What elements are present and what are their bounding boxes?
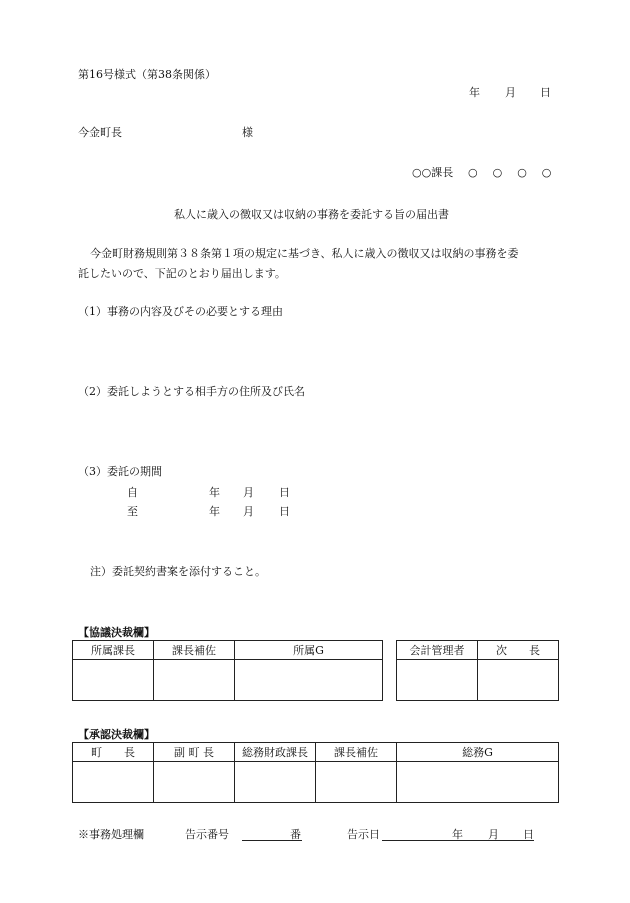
- table-gap: [383, 660, 397, 701]
- notice-date-label: 告示日: [347, 828, 380, 841]
- period-to-month: 月: [243, 505, 254, 518]
- date-year-label: 年: [469, 86, 480, 99]
- item-1: （1）事務の内容及びその必要とする理由: [78, 305, 283, 318]
- header-deputy-director: 次 長: [478, 641, 559, 660]
- signature-cell[interactable]: [73, 660, 154, 701]
- signature-cell[interactable]: [397, 762, 559, 803]
- period-to-label: 至: [127, 505, 138, 518]
- header-assistant-chief: 課長補佐: [154, 641, 235, 660]
- note-text: 注）委託契約書案を添付すること。: [90, 565, 266, 578]
- item-2: （2）委託しようとする相手方の住所及び氏名: [78, 385, 305, 398]
- applicant-name: ○ ○ ○ ○: [468, 166, 554, 179]
- notice-number-label: 告示番号: [185, 828, 229, 841]
- approval-table-title: 【承認決裁欄】: [78, 728, 155, 741]
- signature-cell[interactable]: [154, 660, 235, 701]
- addressee-name: 今金町長: [78, 126, 122, 139]
- date-month-label: 月: [505, 86, 516, 99]
- signature-cell[interactable]: [235, 660, 383, 701]
- form-number: 第16号様式（第38条関係）: [78, 68, 216, 81]
- signature-cell[interactable]: [397, 660, 478, 701]
- applicant-title: ○○課長: [412, 166, 454, 179]
- addressee-honorific: 様: [242, 126, 253, 139]
- header-department-chief: 所属課長: [73, 641, 154, 660]
- signature-cell[interactable]: [154, 762, 235, 803]
- header-general-affairs-chief: 総務財政課長: [235, 743, 316, 762]
- signature-cell[interactable]: [478, 660, 559, 701]
- notice-date-month: 月: [488, 828, 499, 841]
- signature-cell[interactable]: [316, 762, 397, 803]
- period-from-label: 自: [127, 486, 138, 499]
- table-gap: [383, 641, 397, 660]
- header-assistant-chief: 課長補佐: [316, 743, 397, 762]
- period-from-month: 月: [243, 486, 254, 499]
- header-general-affairs-group: 総務G: [397, 743, 559, 762]
- approval-table: [72, 742, 559, 803]
- notice-number-suffix: 番: [290, 828, 301, 841]
- notice-date-year: 年: [452, 828, 463, 841]
- body-text-line1: 今金町財務規則第３８条第１項の規定に基づき、私人に歳入の徴収又は収納の事務を委: [90, 247, 519, 260]
- signature-cell[interactable]: [73, 762, 154, 803]
- document-title: 私人に歳入の徴収又は収納の事務を委託する旨の届出書: [174, 208, 449, 221]
- period-to-day: 日: [279, 505, 290, 518]
- period-from-year: 年: [209, 486, 220, 499]
- notice-date-day: 日: [523, 828, 534, 841]
- header-deputy-mayor: 副 町 長: [154, 743, 235, 762]
- period-to-year: 年: [209, 505, 220, 518]
- date-day-label: 日: [540, 86, 551, 99]
- consultation-table: [72, 640, 559, 701]
- signature-cell[interactable]: [235, 762, 316, 803]
- consultation-table-title: 【協議決裁欄】: [78, 626, 155, 639]
- header-mayor: 町 長: [73, 743, 154, 762]
- header-department-group: 所属G: [235, 641, 383, 660]
- header-accounting-manager: 会計管理者: [397, 641, 478, 660]
- period-from-day: 日: [279, 486, 290, 499]
- processing-label: ※事務処理欄: [78, 828, 144, 841]
- body-text-line2: 託したいので、下記のとおり届出します。: [78, 267, 286, 280]
- item-3: （3）委託の期間: [78, 465, 162, 478]
